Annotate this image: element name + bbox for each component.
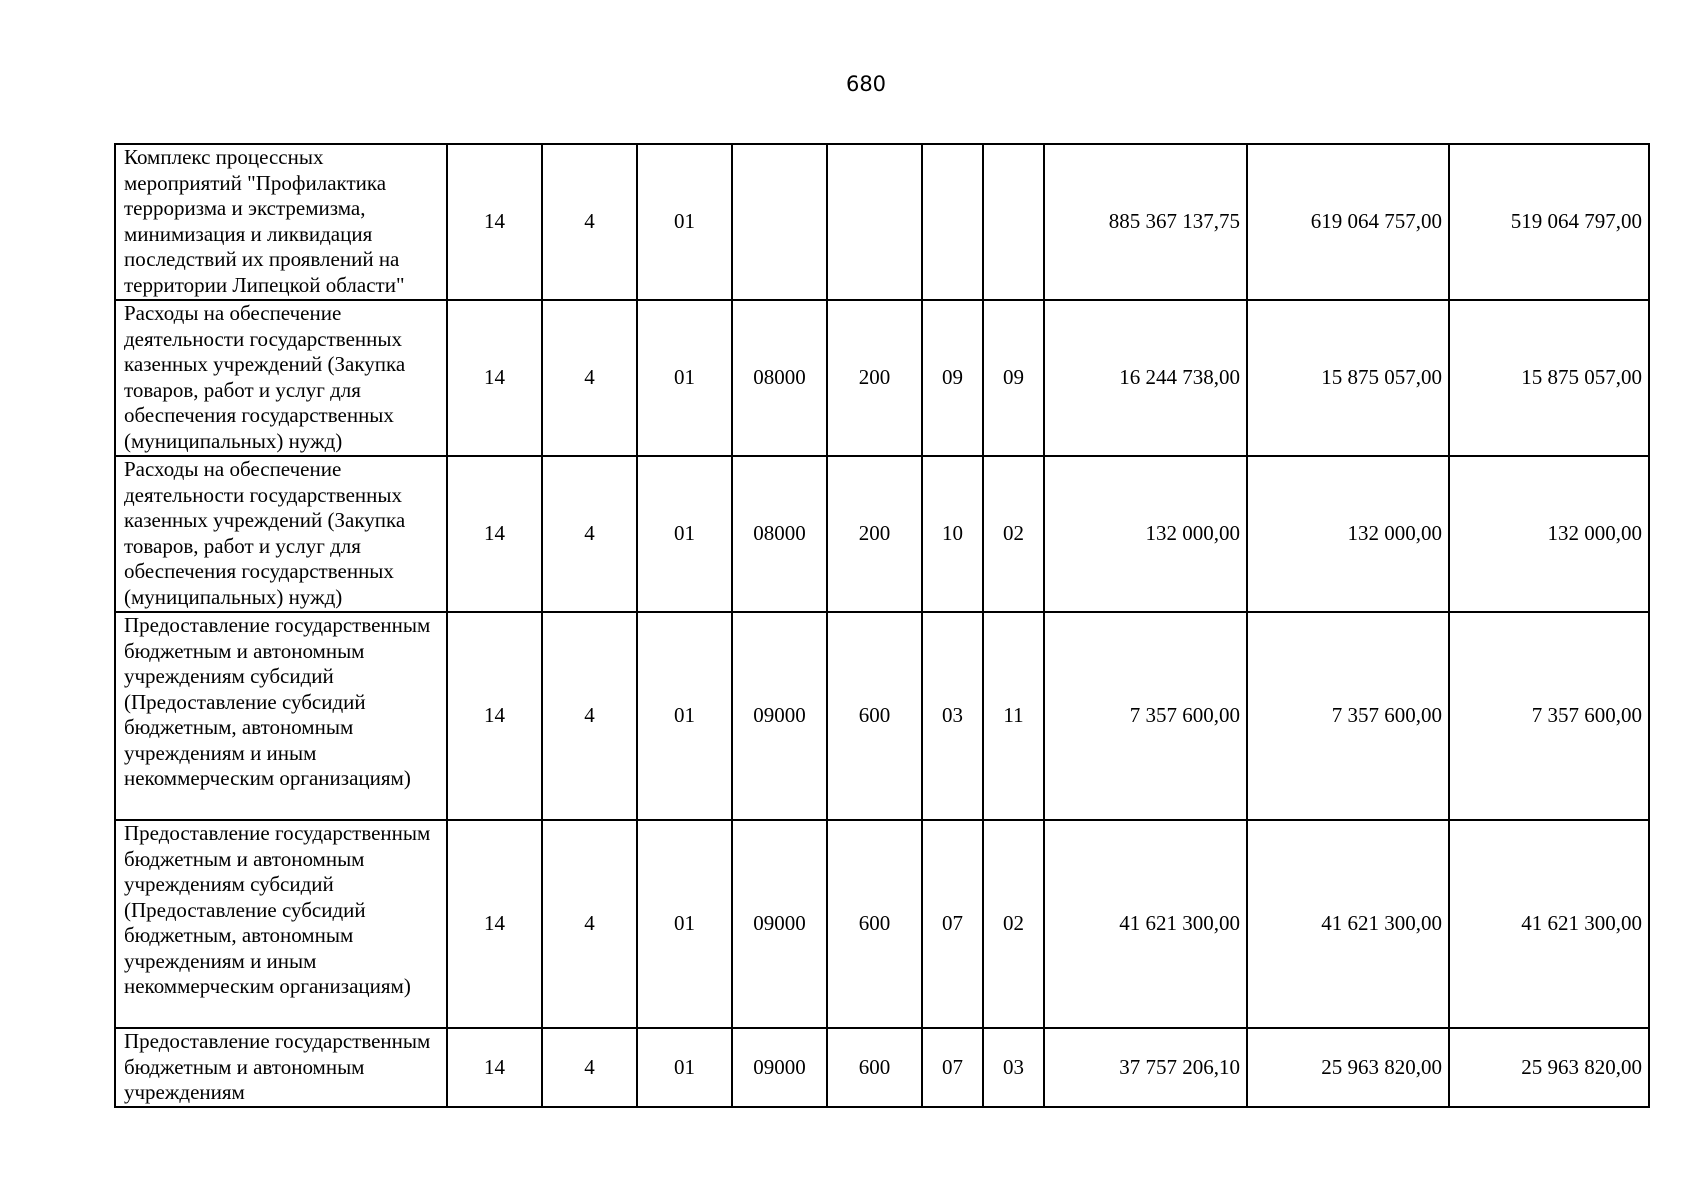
code-cell: 07: [922, 820, 983, 1028]
row-description: Расходы на обеспечение деятельности государственных казенных учреждений (Закупка товаров, работ и услуг для обеспечения государственных (муниципальных) нужд): [115, 456, 447, 612]
row-description: Предоставление государственным бюджетным и автономным учреждениям субсидий (Предоставление субсидий бюджетным, автономным учреждениям и иным некоммерческим организациям): [115, 612, 447, 820]
amount-cell: 7 357 600,00: [1044, 612, 1247, 820]
code-cell: 4: [542, 1028, 637, 1107]
code-cell: [827, 144, 922, 300]
code-cell: 200: [827, 300, 922, 456]
amount-cell: 41 621 300,00: [1044, 820, 1247, 1028]
code-cell: 01: [637, 612, 732, 820]
row-description: Комплекс процессных мероприятий "Профилактика терроризма и экстремизма, минимизация и ликвидация последствий их проявлений на территории Липецкой области": [115, 144, 447, 300]
code-cell: 09: [983, 300, 1044, 456]
code-cell: 07: [922, 1028, 983, 1107]
amount-cell: 7 357 600,00: [1449, 612, 1649, 820]
table-row: [115, 1028, 1649, 1107]
code-cell: 01: [637, 144, 732, 300]
code-cell: 11: [983, 612, 1044, 820]
code-cell: 08000: [732, 456, 827, 612]
table-row: [115, 612, 1649, 820]
amount-cell: 41 621 300,00: [1247, 820, 1449, 1028]
code-cell: 600: [827, 1028, 922, 1107]
amount-cell: 25 963 820,00: [1449, 1028, 1649, 1107]
code-cell: 01: [637, 820, 732, 1028]
amount-cell: 25 963 820,00: [1247, 1028, 1449, 1107]
code-cell: 14: [447, 820, 542, 1028]
code-cell: 4: [542, 456, 637, 612]
code-cell: 14: [447, 1028, 542, 1107]
code-cell: 14: [447, 456, 542, 612]
budget-table: [114, 143, 1650, 1108]
code-cell: 600: [827, 612, 922, 820]
page-number: 680: [845, 72, 887, 96]
code-cell: 09000: [732, 1028, 827, 1107]
code-cell: 4: [542, 300, 637, 456]
table-row: [115, 820, 1649, 1028]
code-cell: 09000: [732, 820, 827, 1028]
code-cell: 02: [983, 820, 1044, 1028]
code-cell: 01: [637, 456, 732, 612]
amount-cell: 16 244 738,00: [1044, 300, 1247, 456]
amount-cell: 41 621 300,00: [1449, 820, 1649, 1028]
code-cell: 03: [922, 612, 983, 820]
amount-cell: 132 000,00: [1044, 456, 1247, 612]
amount-cell: 132 000,00: [1247, 456, 1449, 612]
code-cell: 01: [637, 1028, 732, 1107]
amount-cell: 885 367 137,75: [1044, 144, 1247, 300]
amount-cell: 37 757 206,10: [1044, 1028, 1247, 1107]
amount-cell: 7 357 600,00: [1247, 612, 1449, 820]
code-cell: 14: [447, 612, 542, 820]
row-description: Предоставление государственным бюджетным и автономным учреждениям субсидий (Предоставление субсидий бюджетным, автономным учреждениям и иным некоммерческим организациям): [115, 820, 447, 1028]
code-cell: [732, 144, 827, 300]
code-cell: 4: [542, 612, 637, 820]
amount-cell: 519 064 797,00: [1449, 144, 1649, 300]
code-cell: 02: [983, 456, 1044, 612]
row-description: Расходы на обеспечение деятельности государственных казенных учреждений (Закупка товаров, работ и услуг для обеспечения государственных (муниципальных) нужд): [115, 300, 447, 456]
amount-cell: 15 875 057,00: [1247, 300, 1449, 456]
code-cell: [983, 144, 1044, 300]
code-cell: 10: [922, 456, 983, 612]
code-cell: [922, 144, 983, 300]
code-cell: 4: [542, 144, 637, 300]
code-cell: 200: [827, 456, 922, 612]
amount-cell: 132 000,00: [1449, 456, 1649, 612]
code-cell: 09000: [732, 612, 827, 820]
table-row: [115, 300, 1649, 456]
amount-cell: 619 064 757,00: [1247, 144, 1449, 300]
code-cell: 14: [447, 300, 542, 456]
code-cell: 600: [827, 820, 922, 1028]
row-description: Предоставление государственным бюджетным и автономным учреждениям: [115, 1028, 447, 1107]
table-row: [115, 456, 1649, 612]
code-cell: 4: [542, 820, 637, 1028]
code-cell: 09: [922, 300, 983, 456]
code-cell: 14: [447, 144, 542, 300]
code-cell: 08000: [732, 300, 827, 456]
code-cell: 03: [983, 1028, 1044, 1107]
code-cell: 01: [637, 300, 732, 456]
table-row: [115, 144, 1649, 300]
amount-cell: 15 875 057,00: [1449, 300, 1649, 456]
